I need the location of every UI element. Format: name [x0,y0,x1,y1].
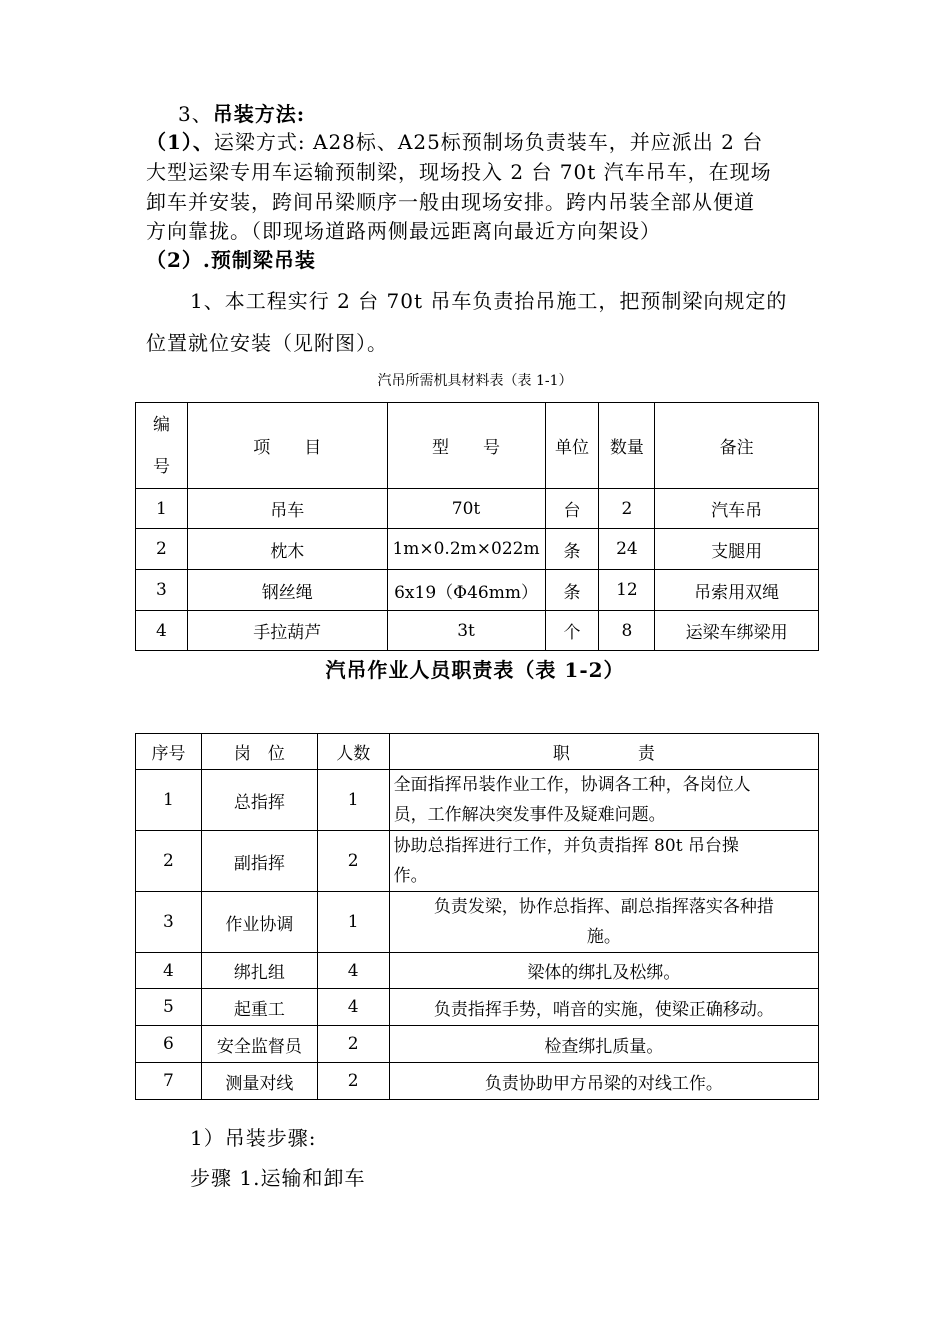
table-row [136,953,819,989]
table-cell: 个 [545,611,599,651]
staff-duty-table [135,733,819,1100]
table-cell: 台 [545,489,599,529]
table-cell: 1 [136,489,188,529]
table-cell: 24 [599,529,655,570]
table-cell: 4 [136,953,202,989]
duty-cell: 负责发梁，协作总指挥、副总指挥落实各种措 施。 [389,892,818,953]
table-cell: 8 [599,611,655,651]
table-cell: 支腿用 [655,529,819,570]
duty-cell: 检查绑扎质量。 [389,1026,818,1063]
header-cell: 型 号 [387,403,545,489]
table-cell: 1 [317,770,389,831]
table-cell: 1 [136,770,202,831]
table-cell: 4 [317,953,389,989]
table-cell: 总指挥 [201,770,317,831]
paragraph-label: （1）、 [146,130,214,154]
table-cell: 1m×0.2m×022m [387,529,545,570]
table-cell: 2 [599,489,655,529]
table-row [136,489,819,529]
duty-cell: 梁体的绑扎及松绑。 [389,953,818,989]
subsection-heading: （2）.预制梁吊装 [146,248,316,272]
table-row [136,831,819,892]
table-header-row [136,403,819,489]
table-cell: 副指挥 [201,831,317,892]
equipment-table [135,402,819,651]
heading-text: 吊装方法: [212,102,306,126]
paragraph-line: 卸车并安装，跨间吊梁顺序一般由现场安排。跨内吊装全部从便道 [146,190,755,214]
table-cell: 条 [545,529,599,570]
table-cell: 条 [545,570,599,611]
table-row [136,1026,819,1063]
table-cell: 3 [136,570,188,611]
paragraph-line [146,126,763,155]
table-cell: 6x19（Φ46mm） [387,570,545,611]
duty-cell: 协助总指挥进行工作，并负责指挥 80t 吊台操 作。 [389,831,818,892]
duty-cell: 负责协助甲方吊梁的对线工作。 [389,1063,818,1100]
paragraph-line: 位置就位安装（见附图）。 [146,331,388,355]
table-row [136,611,819,651]
table-cell: 汽车吊 [655,489,819,529]
table-header-row [136,734,819,770]
header-cell: 项 目 [187,403,387,489]
paragraph-text: 运梁方式: A28标、A25标预制场负责装车，并应派出 2 台 [213,130,764,154]
table-cell: 70t [387,489,545,529]
header-cell: 备注 [655,403,819,489]
table-cell: 吊车 [187,489,387,529]
table-cell: 12 [599,570,655,611]
table-cell: 3t [387,611,545,651]
step-1-title: 步骤 1.运输和卸车 [190,1166,366,1190]
heading-number: 3、 [178,102,213,126]
table-cell: 1 [317,892,389,953]
table-row [136,1063,819,1100]
paragraph-line: 大型运梁专用车运输预制梁，现场投入 2 台 70t 汽车吊车，在现场 [146,160,772,184]
table-cell: 枕木 [187,529,387,570]
table-cell: 5 [136,989,202,1026]
table-cell: 3 [136,892,202,953]
header-cell: 序号 [136,734,202,770]
table1-caption: 汽吊所需机具材料表（表 1-1） [377,373,573,389]
table-cell: 绑扎组 [201,953,317,989]
header-cell: 数量 [599,403,655,489]
table2-caption: 汽吊作业人员职责表（表 1-2） [325,658,625,682]
table-cell: 6 [136,1026,202,1063]
table-cell: 吊索用双绳 [655,570,819,611]
table-cell: 测量对线 [201,1063,317,1100]
table-cell: 手拉葫芦 [187,611,387,651]
table-row [136,892,819,953]
table-cell: 起重工 [201,989,317,1026]
table-cell: 7 [136,1063,202,1100]
table-row [136,770,819,831]
table-cell: 2 [317,1026,389,1063]
header-cell: 职 责 [389,734,818,770]
table-row [136,570,819,611]
section-heading [178,98,305,127]
table-cell: 运梁车绑梁用 [655,611,819,651]
paragraph-line: 方向靠拢。（即现场道路两侧最远距离向最近方向架设） [146,219,661,243]
header-cell: 编 号 [136,403,188,489]
table-cell: 2 [136,831,202,892]
table-cell: 钢丝绳 [187,570,387,611]
header-cell: 单位 [545,403,599,489]
table-cell: 2 [136,529,188,570]
table-cell: 4 [136,611,188,651]
header-cell: 人数 [317,734,389,770]
table-row [136,989,819,1026]
table-cell: 2 [317,1063,389,1100]
steps-heading: 1）吊装步骤: [190,1126,317,1150]
duty-cell: 全面指挥吊装作业工作，协调各工种，各岗位人 员，工作解决突发事件及疑难问题。 [389,770,818,831]
header-cell: 岗 位 [201,734,317,770]
paragraph-line: 1、本工程实行 2 台 70t 吊车负责抬吊施工，把预制梁向规定的 [190,289,788,313]
table-cell: 4 [317,989,389,1026]
duty-cell: 负责指挥手势，哨音的实施，使梁正确移动。 [389,989,818,1026]
table-cell: 作业协调 [201,892,317,953]
table-cell: 2 [317,831,389,892]
table-cell: 安全监督员 [201,1026,317,1063]
table-row [136,529,819,570]
